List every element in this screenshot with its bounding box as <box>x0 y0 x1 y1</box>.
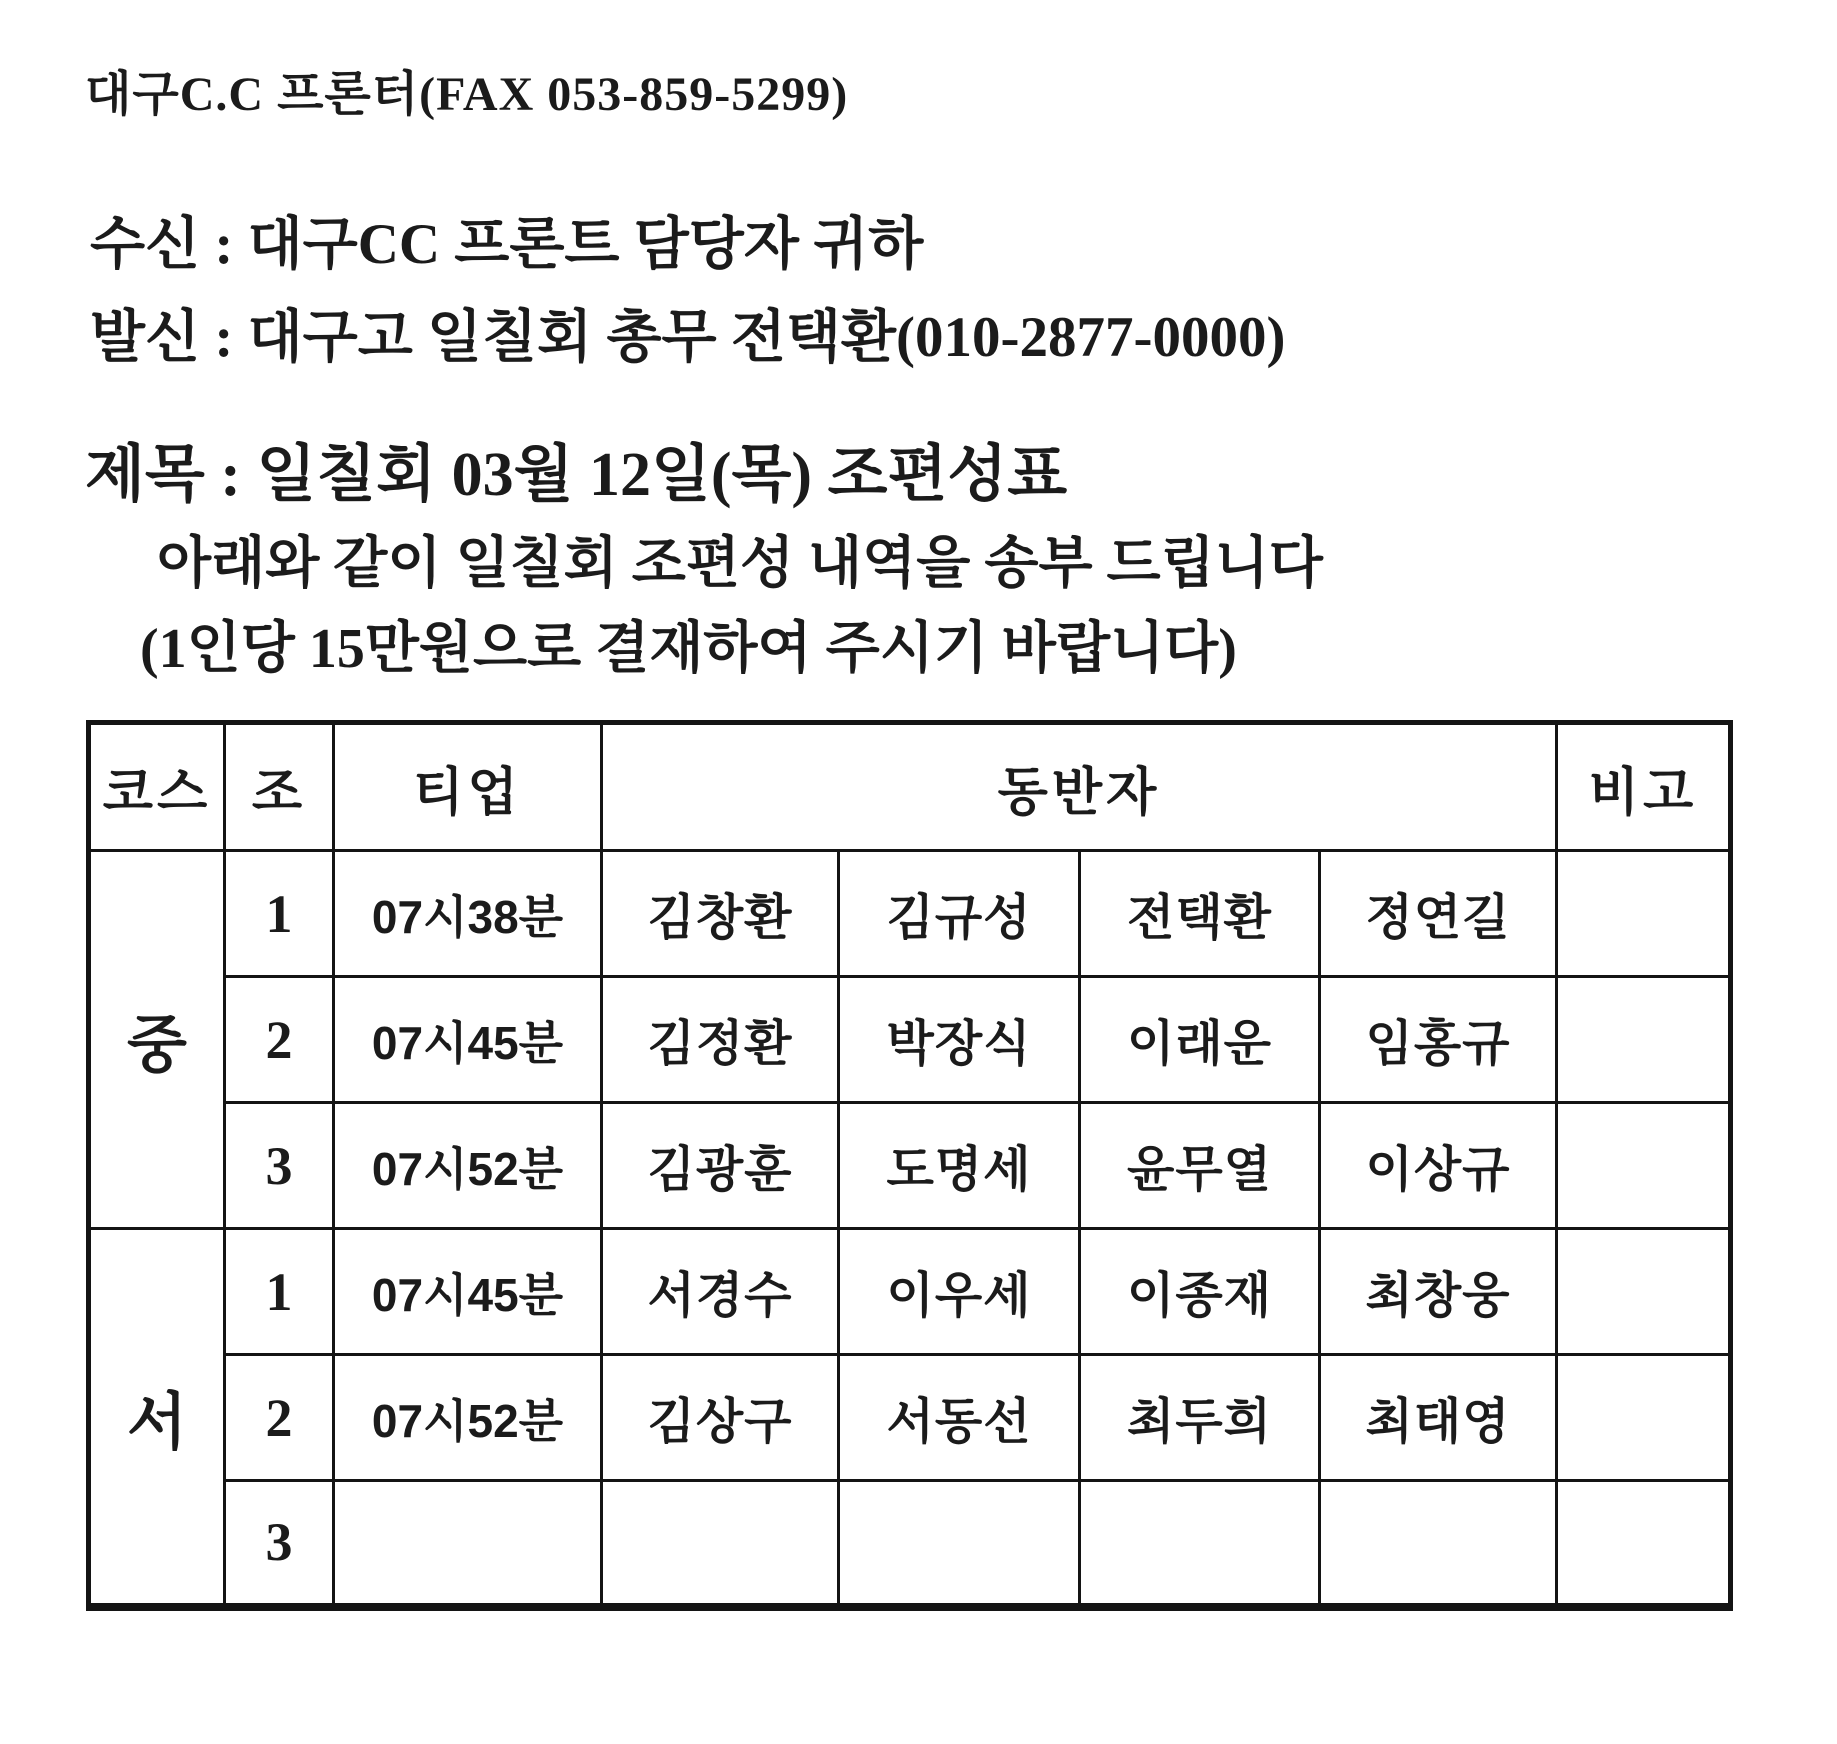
player-cell <box>1080 1481 1320 1607</box>
note-cell <box>1557 1229 1731 1355</box>
body-text-line-2: (1인당 15만원으로 결재하여 주시기 바랍니다) <box>140 618 1237 680</box>
course-cell-jung: 중 <box>89 851 225 1229</box>
table-row <box>89 977 1731 1103</box>
player-cell <box>839 1481 1080 1607</box>
table-row <box>89 1103 1731 1229</box>
course-cell-seo: 서 <box>89 1229 225 1607</box>
table-row <box>89 1481 1731 1607</box>
player-cell: 서경수 <box>602 1229 839 1355</box>
player-cell: 박장식 <box>839 977 1080 1103</box>
column-header-tee-up: 티업 <box>334 723 602 851</box>
player-cell: 이우세 <box>839 1229 1080 1355</box>
note-cell <box>1557 1103 1731 1229</box>
player-cell: 전택환 <box>1080 851 1320 977</box>
player-cell: 김창환 <box>602 851 839 977</box>
tee-up-cell: 07시52분 <box>334 1355 602 1481</box>
group-cell: 3 <box>225 1103 334 1229</box>
column-header-group: 조 <box>225 723 334 851</box>
player-cell: 최두희 <box>1080 1355 1320 1481</box>
player-cell: 김규성 <box>839 851 1080 977</box>
note-cell <box>1557 851 1731 977</box>
column-header-companions: 동반자 <box>602 723 1557 851</box>
table-row <box>89 1229 1731 1355</box>
player-cell: 서동선 <box>839 1355 1080 1481</box>
tee-up-cell <box>334 1481 602 1607</box>
body-text-line-1: 아래와 같이 일칠회 조편성 내역을 송부 드립니다 <box>157 533 1323 595</box>
group-cell: 3 <box>225 1481 334 1607</box>
player-cell: 정연길 <box>1320 851 1557 977</box>
player-cell: 최태영 <box>1320 1355 1557 1481</box>
tee-up-cell: 07시52분 <box>334 1103 602 1229</box>
player-cell: 윤무열 <box>1080 1103 1320 1229</box>
player-cell: 이상규 <box>1320 1103 1557 1229</box>
tee-up-cell: 07시38분 <box>334 851 602 977</box>
note-cell <box>1557 1355 1731 1481</box>
group-cell: 1 <box>225 1229 334 1355</box>
column-header-course: 코스 <box>89 723 225 851</box>
table-header-row <box>89 723 1731 851</box>
tee-up-cell: 07시45분 <box>334 1229 602 1355</box>
note-cell <box>1557 977 1731 1103</box>
recipient-line: 수신 : 대구CC 프론트 담당자 귀하 <box>90 213 924 276</box>
table-row <box>89 1355 1731 1481</box>
tee-up-cell: 07시45분 <box>334 977 602 1103</box>
group-cell: 1 <box>225 851 334 977</box>
player-cell: 김정환 <box>602 977 839 1103</box>
sender-line: 발신 : 대구고 일칠회 총무 전택환(010-2877-0000) <box>90 306 1286 369</box>
player-cell: 이래운 <box>1080 977 1320 1103</box>
player-cell: 이종재 <box>1080 1229 1320 1355</box>
table-row <box>89 851 1731 977</box>
group-cell: 2 <box>225 977 334 1103</box>
player-cell: 도명세 <box>839 1103 1080 1229</box>
player-cell <box>602 1481 839 1607</box>
player-cell: 임홍규 <box>1320 977 1557 1103</box>
group-cell: 2 <box>225 1355 334 1481</box>
note-cell <box>1557 1481 1731 1607</box>
player-cell: 김상구 <box>602 1355 839 1481</box>
subject-line: 제목 : 일칠회 03월 12일(목) 조편성표 <box>85 441 1068 509</box>
column-header-note: 비고 <box>1557 723 1731 851</box>
fax-header-line: 대구C.C 프론터(FAX 053-859-5299) <box>85 68 849 121</box>
player-cell <box>1320 1481 1557 1607</box>
player-cell: 최창웅 <box>1320 1229 1557 1355</box>
player-cell: 김광훈 <box>602 1103 839 1229</box>
tee-time-table <box>86 720 1733 1611</box>
